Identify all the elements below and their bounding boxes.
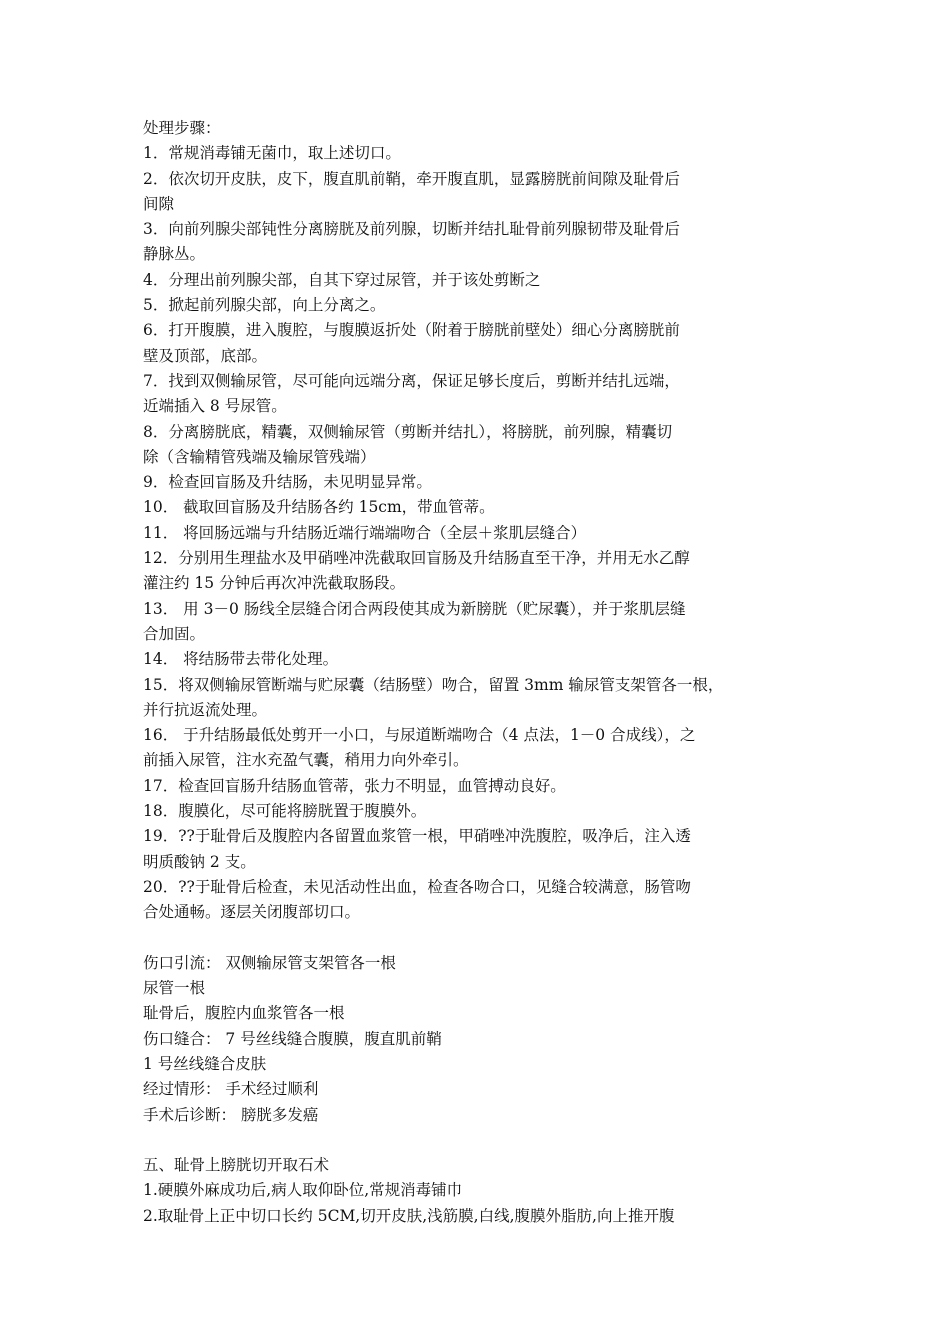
step-5: 5．掀起前列腺尖部，向上分离之。 [143,296,386,315]
step-13-line-1: 13． 用 3－0 肠线全层缝合闭合两段使其成为新膀胱（贮尿囊），并于浆肌层缝 [143,599,686,618]
wound-suture-skin: 1 号丝线缝合皮肤 [143,1054,267,1073]
step-12-line-1: 12．分别用生理盐水及甲硝唑冲洗截取回盲肠及升结肠直至干净，并用无水乙醇 [143,549,690,568]
step-20-line-1: 20．??于耻骨后检查，未见活动性出血，检查各吻合口，见缝合较满意，肠管吻 [143,877,691,896]
section-heading-cystolithotomy: 五、耻骨上膀胱切开取石术 [143,1156,330,1175]
step-1: 1．常规消毒铺无菌巾，取上述切口。 [143,144,401,163]
step-3-line-1: 3．向前列腺尖部钝性分离膀胱及前列腺，切断并结扎耻骨前列腺韧带及耻骨后 [143,220,680,239]
step-18: 18．腹膜化，尽可能将膀胱置于腹膜外。 [143,802,427,821]
step-10: 10． 截取回盲肠及升结肠各约 15cm，带血管蒂。 [143,498,495,517]
document-body [143,116,815,1229]
wound-suture: 伤口缝合： 7 号丝线缝合腹膜，腹直肌前鞘 [143,1029,442,1048]
wound-drainage-catheter: 尿管一根 [143,979,206,998]
step-7-line-2: 近端插入 8 号尿管。 [143,397,287,416]
step-19-line-2: 明质酸钠 2 支。 [143,852,256,871]
step-17: 17．检查回盲肠升结肠血管蒂，张力不明显，血管搏动良好。 [143,776,566,795]
step-7-line-1: 7．找到双侧输尿管，尽可能向远端分离，保证足够长度后，剪断并结扎远端， [143,371,680,390]
cystolithotomy-step-2: 2.取耻骨上正中切口长约 5CM,切开皮肤,浅筋膜,白线,腹膜外脂肪,向上推开腹 [143,1206,675,1225]
step-14: 14． 将结肠带去带化处理。 [143,650,339,669]
postoperative-diagnosis: 手术后诊断： 膀胱多发癌 [143,1105,319,1124]
step-16-line-2: 前插入尿管，注水充盈气囊，稍用力向外牵引。 [143,751,469,770]
step-15-line-2: 并行抗返流处理。 [143,700,268,719]
blank-line [143,926,815,951]
step-2-line-2: 间隙 [143,194,175,213]
step-13-line-2: 合加固。 [143,624,206,643]
step-15-line-1: 15．将双侧输尿管断端与贮尿囊（结肠壁）吻合，留置 3mm 输尿管支架管各一根， [143,675,724,694]
wound-drainage: 伤口引流： 双侧输尿管支架管各一根 [143,953,396,972]
step-6-line-2: 壁及顶部，底部。 [143,346,268,365]
step-16-line-1: 16． 于升结肠最低处剪开一小口，与尿道断端吻合（4 点法，1－0 合成线），之 [143,726,696,745]
step-19-line-1: 19．??于耻骨后及腹腔内各留置血浆管一根，甲硝唑冲洗腹腔，吸净后，注入透 [143,827,691,846]
step-9: 9．检查回盲肠及升结肠，未见明显异常。 [143,473,432,492]
section-heading-steps: 处理步骤： [143,119,221,137]
step-6-line-1: 6．打开腹膜，进入腹腔，与腹膜返折处（附着于膀胱前壁处）细心分离膀胱前 [143,321,680,340]
wound-drainage-tubes: 耻骨后，腹腔内血浆管各一根 [143,1004,345,1023]
blank-line [143,1128,815,1153]
step-3-line-2: 静脉丛。 [143,245,206,264]
step-11: 11． 将回肠远端与升结肠近端行端端吻合（全层＋浆肌层缝合） [143,523,587,542]
step-20-line-2: 合处通畅。逐层关闭腹部切口。 [143,903,361,922]
step-4: 4．分理出前列腺尖部，自其下穿过尿管，并于该处剪断之 [143,270,541,289]
step-8-line-1: 8．分离膀胱底，精囊，双侧输尿管（剪断并结扎），将膀胱，前列腺，精囊切 [143,422,673,441]
course-of-operation: 经过情形： 手术经过顺利 [143,1080,319,1099]
cystolithotomy-step-1: 1.硬膜外麻成功后,病人取仰卧位,常规消毒铺巾 [143,1181,463,1200]
step-2-line-1: 2．依次切开皮肤，皮下，腹直肌前鞘，牵开腹直肌，显露膀胱前间隙及耻骨后 [143,169,680,188]
step-8-line-2: 除（含输精管残端及输尿管残端） [143,447,376,466]
step-12-line-2: 灌注约 15 分钟后再次冲洗截取肠段。 [143,574,406,593]
